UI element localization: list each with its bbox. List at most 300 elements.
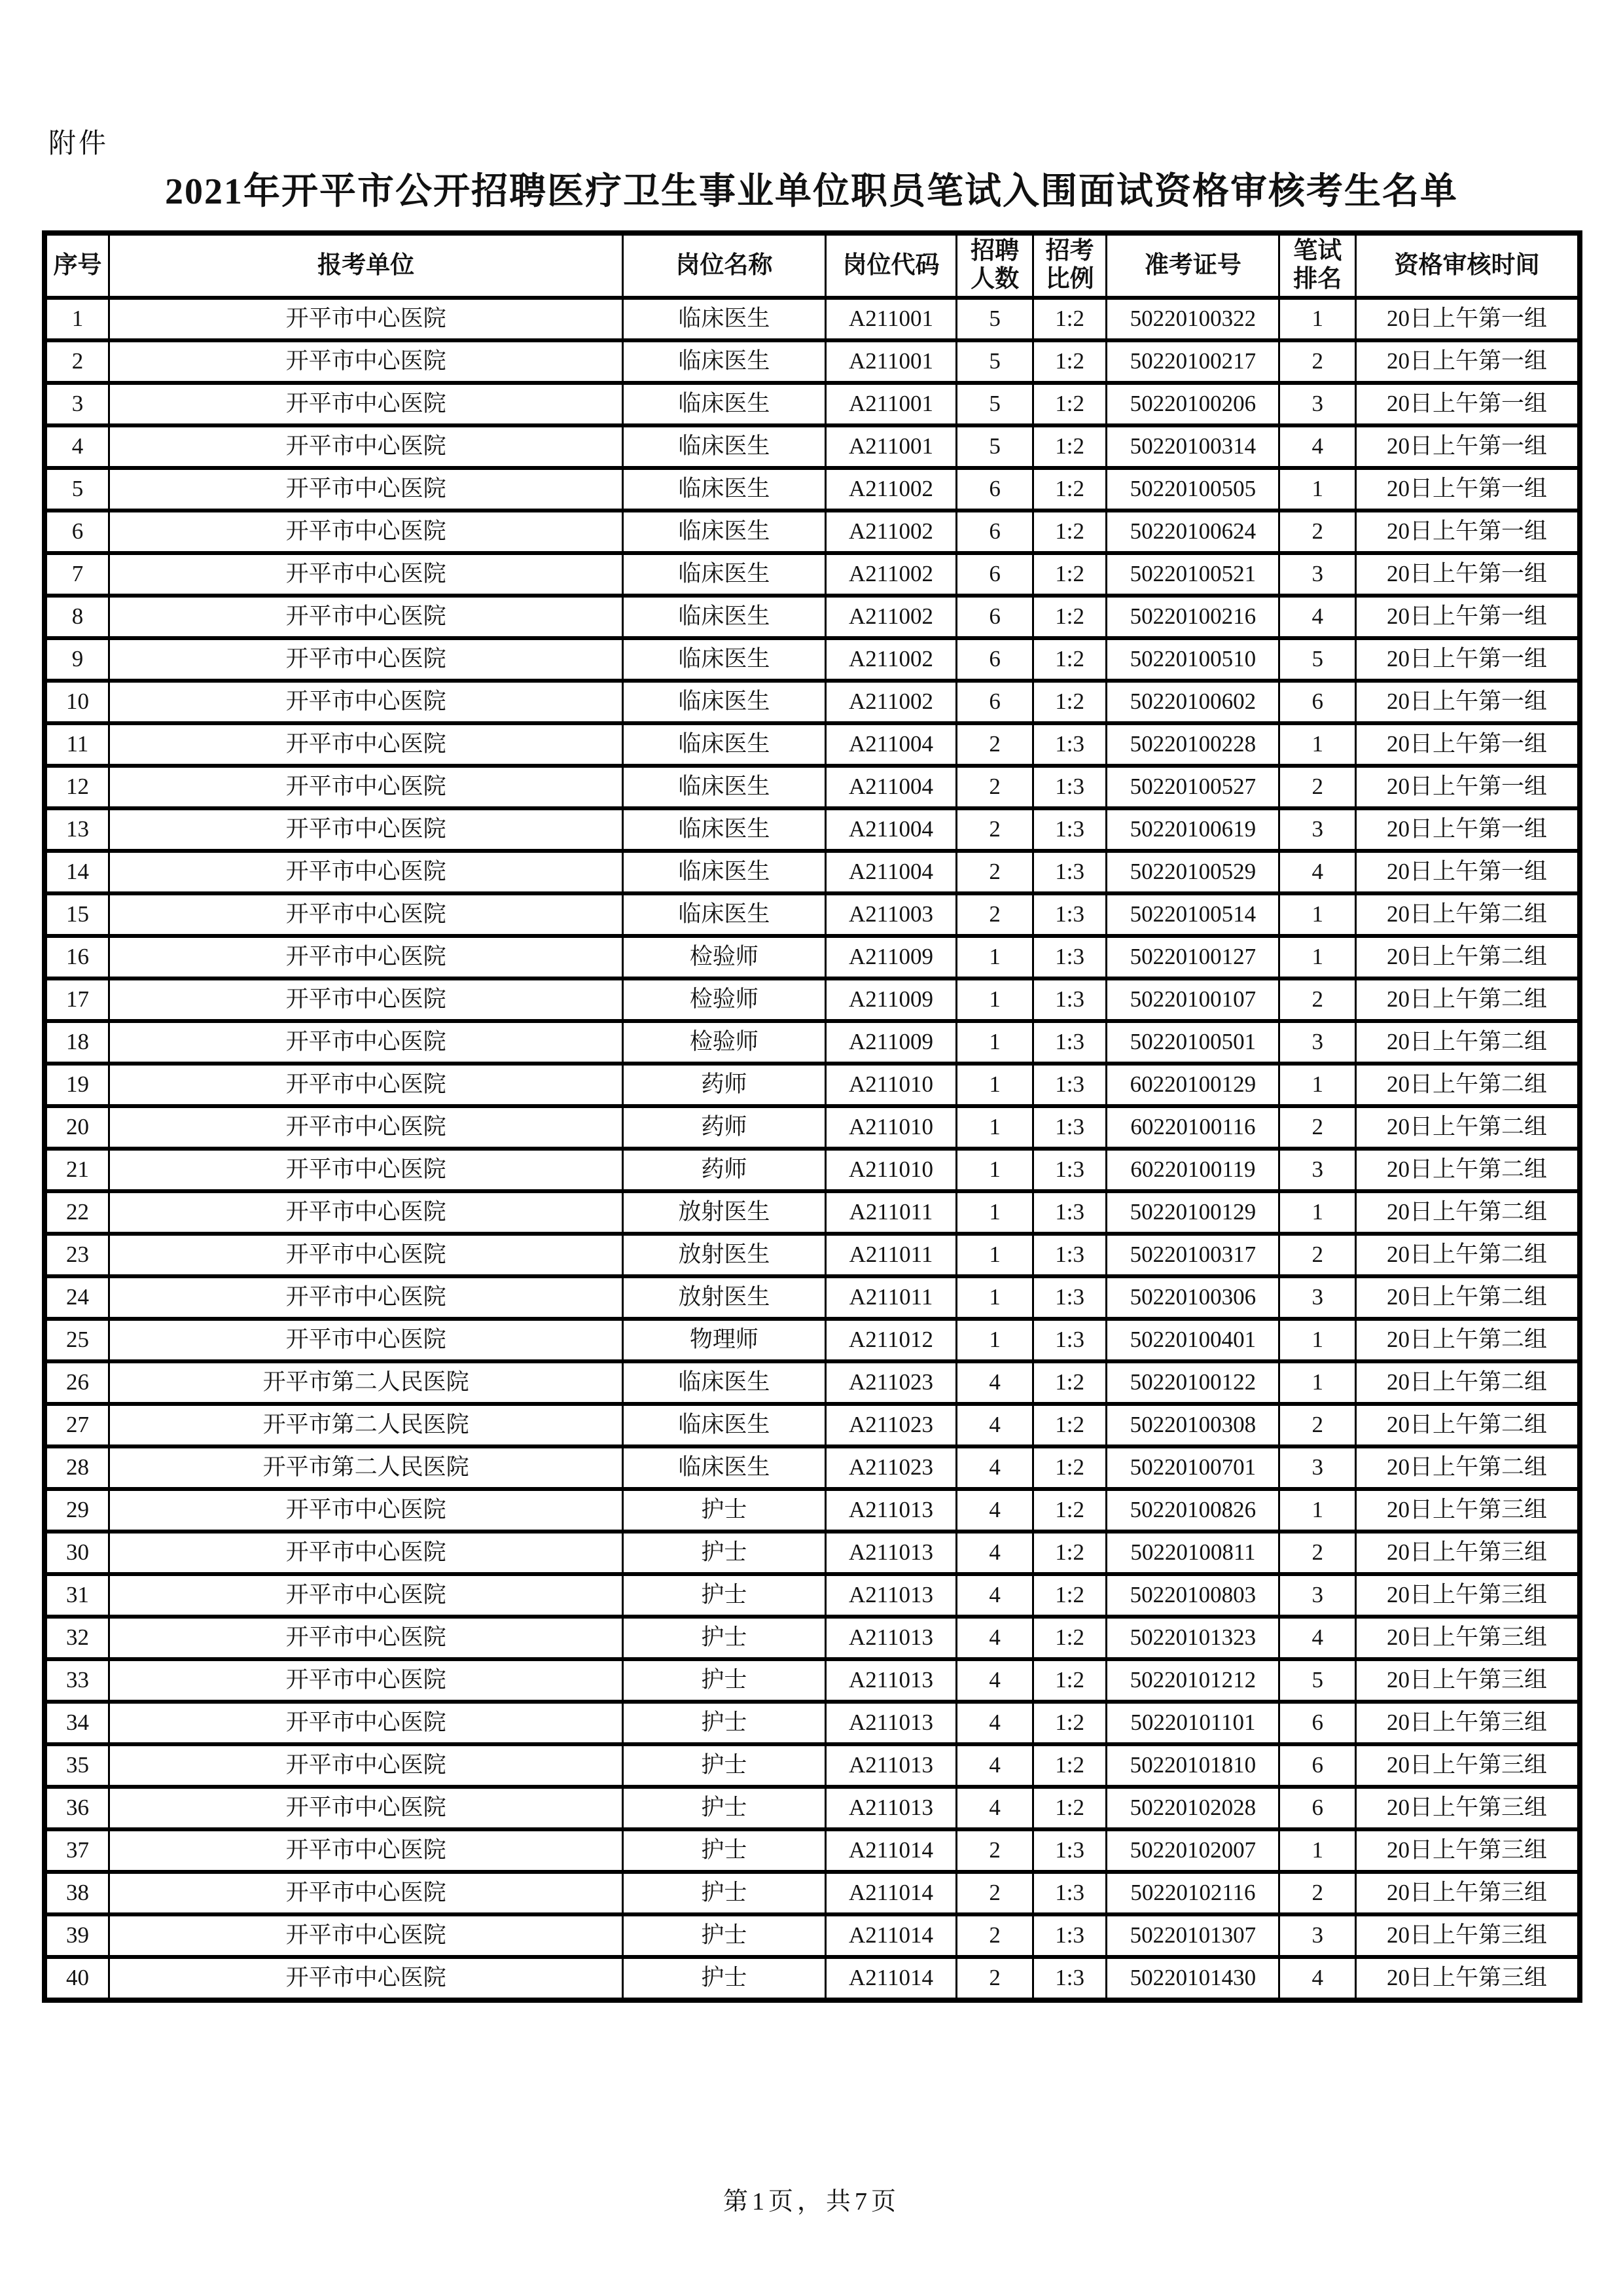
cell-unit: 开平市中心医院: [109, 425, 622, 468]
cell-seq: 13: [45, 808, 109, 851]
cell-recruit-count: 6: [957, 468, 1033, 511]
table-row: [45, 1106, 1580, 1149]
cell-written-rank: 3: [1279, 1276, 1355, 1319]
cell-recruit-ratio: 1:3: [1033, 723, 1106, 766]
cell-recruit-count: 6: [957, 511, 1033, 553]
cell-written-rank: 5: [1279, 638, 1355, 681]
cell-review-time: 20日上午第二组: [1355, 936, 1580, 978]
cell-recruit-count: 5: [957, 340, 1033, 383]
cell-recruit-ratio: 1:3: [1033, 808, 1106, 851]
cell-position: 临床医生: [623, 298, 825, 340]
cell-seq: 38: [45, 1872, 109, 1914]
cell-written-rank: 5: [1279, 1659, 1355, 1702]
cell-seq: 40: [45, 1957, 109, 2000]
cell-review-time: 20日上午第二组: [1355, 1404, 1580, 1446]
cell-review-time: 20日上午第二组: [1355, 1276, 1580, 1319]
cell-code: A211011: [825, 1276, 957, 1319]
cell-written-rank: 3: [1279, 1149, 1355, 1191]
cell-written-rank: 2: [1279, 1404, 1355, 1446]
cell-recruit-count: 2: [957, 1914, 1033, 1957]
cell-code: A211002: [825, 596, 957, 638]
cell-position: 临床医生: [623, 681, 825, 723]
cell-seq: 6: [45, 511, 109, 553]
cell-review-time: 20日上午第三组: [1355, 1617, 1580, 1659]
cell-recruit-count: 4: [957, 1574, 1033, 1617]
table-row: [45, 1914, 1580, 1957]
cell-position: 检验师: [623, 1021, 825, 1064]
cell-review-time: 20日上午第一组: [1355, 766, 1580, 808]
cell-review-time: 20日上午第一组: [1355, 340, 1580, 383]
cell-code: A211013: [825, 1489, 957, 1532]
cell-written-rank: 3: [1279, 1446, 1355, 1489]
cell-ticket-number: 50220100308: [1107, 1404, 1279, 1446]
cell-recruit-ratio: 1:3: [1033, 1234, 1106, 1276]
cell-ticket-number: 60220100129: [1107, 1064, 1279, 1106]
cell-review-time: 20日上午第三组: [1355, 1872, 1580, 1914]
cell-seq: 32: [45, 1617, 109, 1659]
cell-written-rank: 3: [1279, 1914, 1355, 1957]
cell-written-rank: 6: [1279, 1702, 1355, 1744]
cell-position: 临床医生: [623, 1446, 825, 1489]
cell-recruit-ratio: 1:2: [1033, 383, 1106, 425]
cell-unit: 开平市中心医院: [109, 1489, 622, 1532]
cell-code: A211009: [825, 936, 957, 978]
cell-recruit-ratio: 1:3: [1033, 1957, 1106, 2000]
cell-recruit-count: 2: [957, 1872, 1033, 1914]
cell-review-time: 20日上午第三组: [1355, 1957, 1580, 2000]
cell-position: 护士: [623, 1829, 825, 1872]
cell-written-rank: 1: [1279, 1361, 1355, 1404]
table-row: [45, 1617, 1580, 1659]
table-row: [45, 1829, 1580, 1872]
cell-unit: 开平市中心医院: [109, 766, 622, 808]
cell-seq: 5: [45, 468, 109, 511]
table-row: [45, 766, 1580, 808]
cell-ticket-number: 50220102028: [1107, 1787, 1279, 1829]
cell-unit: 开平市第二人民医院: [109, 1361, 622, 1404]
page-footer: 第1页，共7页: [722, 2188, 900, 2215]
cell-recruit-count: 4: [957, 1617, 1033, 1659]
cell-unit: 开平市中心医院: [109, 1106, 622, 1149]
cell-position: 放射医生: [623, 1191, 825, 1234]
header-row: [45, 233, 1580, 298]
cell-review-time: 20日上午第一组: [1355, 298, 1580, 340]
cell-ticket-number: 50220100228: [1107, 723, 1279, 766]
table-row: [45, 511, 1580, 553]
cell-unit: 开平市中心医院: [109, 1532, 622, 1574]
cell-unit: 开平市中心医院: [109, 851, 622, 893]
cell-recruit-count: 1: [957, 936, 1033, 978]
table-row: [45, 893, 1580, 936]
cell-unit: 开平市中心医院: [109, 893, 622, 936]
cell-recruit-count: 5: [957, 425, 1033, 468]
cell-unit: 开平市中心医院: [109, 1787, 622, 1829]
cell-seq: 17: [45, 978, 109, 1021]
cell-ticket-number: 50220100107: [1107, 978, 1279, 1021]
cell-position: 护士: [623, 1744, 825, 1787]
cell-code: A211023: [825, 1404, 957, 1446]
cell-ticket-number: 50220100514: [1107, 893, 1279, 936]
cell-recruit-count: 1: [957, 1149, 1033, 1191]
document-title: 2021年开平市公开招聘医疗卫生事业单位职员笔试入围面试资格审核考生名单: [165, 171, 1458, 212]
cell-code: A211013: [825, 1659, 957, 1702]
cell-position: 临床医生: [623, 808, 825, 851]
cell-ticket-number: 50220100401: [1107, 1319, 1279, 1361]
cell-code: A211013: [825, 1574, 957, 1617]
cell-written-rank: 2: [1279, 978, 1355, 1021]
cell-code: A211004: [825, 723, 957, 766]
cell-position: 放射医生: [623, 1234, 825, 1276]
cell-seq: 4: [45, 425, 109, 468]
cell-ticket-number: 50220102007: [1107, 1829, 1279, 1872]
cell-code: A211003: [825, 893, 957, 936]
cell-seq: 35: [45, 1744, 109, 1787]
cell-ticket-number: 50220100826: [1107, 1489, 1279, 1532]
cell-recruit-count: 4: [957, 1489, 1033, 1532]
cell-seq: 2: [45, 340, 109, 383]
cell-written-rank: 1: [1279, 1319, 1355, 1361]
cell-position: 放射医生: [623, 1276, 825, 1319]
cell-ticket-number: 50220100129: [1107, 1191, 1279, 1234]
table-row: [45, 1446, 1580, 1489]
cell-code: A211001: [825, 298, 957, 340]
cell-position: 药师: [623, 1149, 825, 1191]
header-cell-written-rank: 笔试排名: [1279, 233, 1355, 298]
table-row: [45, 1702, 1580, 1744]
cell-seq: 31: [45, 1574, 109, 1617]
cell-review-time: 20日上午第二组: [1355, 1149, 1580, 1191]
cell-recruit-count: 2: [957, 808, 1033, 851]
cell-seq: 39: [45, 1914, 109, 1957]
cell-recruit-count: 2: [957, 723, 1033, 766]
cell-unit: 开平市第二人民医院: [109, 1446, 622, 1489]
cell-unit: 开平市中心医院: [109, 553, 622, 596]
cell-seq: 33: [45, 1659, 109, 1702]
cell-seq: 7: [45, 553, 109, 596]
cell-review-time: 20日上午第一组: [1355, 851, 1580, 893]
cell-recruit-count: 6: [957, 681, 1033, 723]
cell-recruit-count: 4: [957, 1787, 1033, 1829]
cell-written-rank: 4: [1279, 596, 1355, 638]
cell-recruit-ratio: 1:2: [1033, 638, 1106, 681]
cell-position: 药师: [623, 1106, 825, 1149]
cell-recruit-ratio: 1:2: [1033, 1617, 1106, 1659]
cell-recruit-ratio: 1:3: [1033, 978, 1106, 1021]
cell-recruit-ratio: 1:3: [1033, 1106, 1106, 1149]
cell-seq: 37: [45, 1829, 109, 1872]
table-row: [45, 596, 1580, 638]
cell-ticket-number: 50220100624: [1107, 511, 1279, 553]
cell-recruit-ratio: 1:2: [1033, 1361, 1106, 1404]
cell-unit: 开平市中心医院: [109, 808, 622, 851]
cell-review-time: 20日上午第一组: [1355, 596, 1580, 638]
cell-review-time: 20日上午第二组: [1355, 1064, 1580, 1106]
cell-written-rank: 3: [1279, 1021, 1355, 1064]
cell-written-rank: 2: [1279, 1532, 1355, 1574]
cell-review-time: 20日上午第二组: [1355, 893, 1580, 936]
table-row: [45, 383, 1580, 425]
cell-position: 临床医生: [623, 511, 825, 553]
cell-code: A211009: [825, 1021, 957, 1064]
cell-recruit-ratio: 1:2: [1033, 468, 1106, 511]
table-row: [45, 808, 1580, 851]
cell-review-time: 20日上午第一组: [1355, 638, 1580, 681]
cell-written-rank: 6: [1279, 1787, 1355, 1829]
cell-code: A211010: [825, 1064, 957, 1106]
cell-review-time: 20日上午第一组: [1355, 511, 1580, 553]
cell-unit: 开平市中心医院: [109, 1021, 622, 1064]
cell-unit: 开平市中心医院: [109, 1957, 622, 2000]
cell-code: A211010: [825, 1106, 957, 1149]
cell-recruit-ratio: 1:3: [1033, 1872, 1106, 1914]
cell-code: A211001: [825, 340, 957, 383]
cell-unit: 开平市中心医院: [109, 1191, 622, 1234]
cell-unit: 开平市中心医院: [109, 1064, 622, 1106]
cell-review-time: 20日上午第二组: [1355, 1446, 1580, 1489]
cell-recruit-count: 2: [957, 893, 1033, 936]
cell-review-time: 20日上午第一组: [1355, 681, 1580, 723]
cell-written-rank: 3: [1279, 1574, 1355, 1617]
cell-position: 临床医生: [623, 596, 825, 638]
cell-ticket-number: 50220100322: [1107, 298, 1279, 340]
cell-recruit-ratio: 1:3: [1033, 851, 1106, 893]
cell-code: A211013: [825, 1702, 957, 1744]
cell-seq: 23: [45, 1234, 109, 1276]
cell-review-time: 20日上午第一组: [1355, 808, 1580, 851]
cell-code: A211004: [825, 766, 957, 808]
attachment-label: 附件: [48, 129, 109, 159]
cell-position: 临床医生: [623, 340, 825, 383]
cell-unit: 开平市中心医院: [109, 681, 622, 723]
cell-recruit-ratio: 1:2: [1033, 1489, 1106, 1532]
cell-ticket-number: 50220100510: [1107, 638, 1279, 681]
cell-seq: 16: [45, 936, 109, 978]
cell-review-time: 20日上午第三组: [1355, 1702, 1580, 1744]
cell-ticket-number: 60220100119: [1107, 1149, 1279, 1191]
cell-seq: 19: [45, 1064, 109, 1106]
cell-seq: 11: [45, 723, 109, 766]
cell-position: 护士: [623, 1617, 825, 1659]
cell-seq: 28: [45, 1446, 109, 1489]
cell-code: A211002: [825, 553, 957, 596]
table-row: [45, 723, 1580, 766]
cell-position: 物理师: [623, 1319, 825, 1361]
cell-recruit-count: 6: [957, 553, 1033, 596]
cell-seq: 15: [45, 893, 109, 936]
cell-review-time: 20日上午第一组: [1355, 425, 1580, 468]
cell-unit: 开平市中心医院: [109, 1149, 622, 1191]
cell-position: 检验师: [623, 978, 825, 1021]
cell-ticket-number: 50220100306: [1107, 1276, 1279, 1319]
table-row: [45, 978, 1580, 1021]
table-row: [45, 1659, 1580, 1702]
cell-recruit-count: 6: [957, 638, 1033, 681]
cell-written-rank: 1: [1279, 298, 1355, 340]
cell-recruit-count: 1: [957, 978, 1033, 1021]
cell-seq: 10: [45, 681, 109, 723]
cell-unit: 开平市中心医院: [109, 468, 622, 511]
cell-recruit-ratio: 1:2: [1033, 553, 1106, 596]
cell-unit: 开平市第二人民医院: [109, 1404, 622, 1446]
cell-recruit-ratio: 1:2: [1033, 1787, 1106, 1829]
cell-unit: 开平市中心医院: [109, 596, 622, 638]
cell-ticket-number: 50220101323: [1107, 1617, 1279, 1659]
cell-recruit-ratio: 1:3: [1033, 1021, 1106, 1064]
cell-unit: 开平市中心医院: [109, 1276, 622, 1319]
cell-review-time: 20日上午第二组: [1355, 1361, 1580, 1404]
cell-recruit-ratio: 1:2: [1033, 425, 1106, 468]
cell-review-time: 20日上午第二组: [1355, 978, 1580, 1021]
cell-review-time: 20日上午第三组: [1355, 1829, 1580, 1872]
cell-recruit-count: 4: [957, 1404, 1033, 1446]
cell-unit: 开平市中心医院: [109, 1319, 622, 1361]
cell-recruit-count: 4: [957, 1659, 1033, 1702]
cell-unit: 开平市中心医院: [109, 340, 622, 383]
table-row: [45, 1064, 1580, 1106]
header-cell-ticket-number: 准考证号: [1107, 233, 1279, 298]
cell-position: 临床医生: [623, 1404, 825, 1446]
cell-position: 护士: [623, 1659, 825, 1702]
cell-ticket-number: 50220100217: [1107, 340, 1279, 383]
header-cell-seq: 序号: [45, 233, 109, 298]
cell-recruit-count: 1: [957, 1064, 1033, 1106]
cell-recruit-ratio: 1:3: [1033, 893, 1106, 936]
cell-position: 护士: [623, 1787, 825, 1829]
cell-written-rank: 3: [1279, 383, 1355, 425]
table-row: [45, 681, 1580, 723]
cell-written-rank: 4: [1279, 851, 1355, 893]
cell-recruit-ratio: 1:2: [1033, 511, 1106, 553]
cell-recruit-count: 1: [957, 1234, 1033, 1276]
cell-review-time: 20日上午第一组: [1355, 553, 1580, 596]
cell-seq: 24: [45, 1276, 109, 1319]
cell-written-rank: 2: [1279, 1106, 1355, 1149]
cell-recruit-count: 2: [957, 766, 1033, 808]
cell-code: A211002: [825, 638, 957, 681]
cell-position: 临床医生: [623, 766, 825, 808]
cell-ticket-number: 50220100505: [1107, 468, 1279, 511]
cell-written-rank: 3: [1279, 553, 1355, 596]
cell-code: A211023: [825, 1446, 957, 1489]
cell-unit: 开平市中心医院: [109, 1702, 622, 1744]
cell-ticket-number: 50220100206: [1107, 383, 1279, 425]
cell-recruit-count: 1: [957, 1276, 1033, 1319]
cell-seq: 36: [45, 1787, 109, 1829]
cell-seq: 20: [45, 1106, 109, 1149]
table-header: [45, 233, 1580, 298]
cell-recruit-count: 4: [957, 1446, 1033, 1489]
cell-seq: 29: [45, 1489, 109, 1532]
cell-written-rank: 1: [1279, 936, 1355, 978]
cell-unit: 开平市中心医院: [109, 638, 622, 681]
cell-review-time: 20日上午第三组: [1355, 1787, 1580, 1829]
cell-seq: 25: [45, 1319, 109, 1361]
cell-written-rank: 1: [1279, 1489, 1355, 1532]
cell-position: 检验师: [623, 936, 825, 978]
table-row: [45, 1191, 1580, 1234]
cell-code: A211002: [825, 468, 957, 511]
table-row: [45, 1319, 1580, 1361]
cell-recruit-ratio: 1:3: [1033, 1191, 1106, 1234]
cell-review-time: 20日上午第二组: [1355, 1106, 1580, 1149]
cell-recruit-ratio: 1:2: [1033, 1702, 1106, 1744]
cell-code: A211001: [825, 425, 957, 468]
header-cell-position: 岗位名称: [623, 233, 825, 298]
cell-recruit-ratio: 1:3: [1033, 766, 1106, 808]
cell-code: A211013: [825, 1532, 957, 1574]
cell-review-time: 20日上午第一组: [1355, 383, 1580, 425]
cell-unit: 开平市中心医院: [109, 1829, 622, 1872]
cell-ticket-number: 50220100317: [1107, 1234, 1279, 1276]
table-row: [45, 1744, 1580, 1787]
cell-code: A211002: [825, 681, 957, 723]
cell-recruit-count: 1: [957, 1319, 1033, 1361]
cell-code: A211004: [825, 808, 957, 851]
cell-review-time: 20日上午第一组: [1355, 468, 1580, 511]
table-row: [45, 1787, 1580, 1829]
cell-written-rank: 6: [1279, 1744, 1355, 1787]
cell-code: A211012: [825, 1319, 957, 1361]
cell-seq: 18: [45, 1021, 109, 1064]
table-row: [45, 936, 1580, 978]
cell-written-rank: 4: [1279, 1617, 1355, 1659]
cell-ticket-number: 50220100216: [1107, 596, 1279, 638]
cell-recruit-ratio: 1:2: [1033, 596, 1106, 638]
cell-unit: 开平市中心医院: [109, 1872, 622, 1914]
cell-ticket-number: 50220101101: [1107, 1702, 1279, 1744]
cell-code: A211014: [825, 1829, 957, 1872]
cell-recruit-ratio: 1:2: [1033, 1659, 1106, 1702]
cell-recruit-count: 4: [957, 1744, 1033, 1787]
cell-recruit-ratio: 1:2: [1033, 1446, 1106, 1489]
table-row: [45, 298, 1580, 340]
cell-written-rank: 4: [1279, 1957, 1355, 2000]
table-row: [45, 1234, 1580, 1276]
cell-recruit-count: 1: [957, 1191, 1033, 1234]
cell-seq: 12: [45, 766, 109, 808]
cell-position: 护士: [623, 1532, 825, 1574]
cell-ticket-number: 50220100122: [1107, 1361, 1279, 1404]
cell-ticket-number: 50220100803: [1107, 1574, 1279, 1617]
cell-ticket-number: 50220100811: [1107, 1532, 1279, 1574]
cell-unit: 开平市中心医院: [109, 1234, 622, 1276]
table-body: [45, 298, 1580, 2000]
cell-code: A211014: [825, 1872, 957, 1914]
cell-ticket-number: 50220100619: [1107, 808, 1279, 851]
cell-position: 临床医生: [623, 468, 825, 511]
cell-ticket-number: 50220100314: [1107, 425, 1279, 468]
cell-recruit-count: 1: [957, 1106, 1033, 1149]
cell-recruit-count: 4: [957, 1361, 1033, 1404]
header-cell-unit: 报考单位: [109, 233, 622, 298]
cell-recruit-ratio: 1:2: [1033, 1532, 1106, 1574]
cell-position: 临床医生: [623, 1361, 825, 1404]
cell-position: 护士: [623, 1574, 825, 1617]
table-row: [45, 638, 1580, 681]
cell-written-rank: 2: [1279, 511, 1355, 553]
cell-code: A211014: [825, 1957, 957, 2000]
cell-unit: 开平市中心医院: [109, 1574, 622, 1617]
cell-written-rank: 4: [1279, 425, 1355, 468]
table-row: [45, 1489, 1580, 1532]
cell-ticket-number: 50220100527: [1107, 766, 1279, 808]
cell-review-time: 20日上午第三组: [1355, 1914, 1580, 1957]
cell-seq: 22: [45, 1191, 109, 1234]
cell-ticket-number: 50220101810: [1107, 1744, 1279, 1787]
cell-written-rank: 2: [1279, 766, 1355, 808]
cell-recruit-count: 2: [957, 851, 1033, 893]
table-row: [45, 553, 1580, 596]
